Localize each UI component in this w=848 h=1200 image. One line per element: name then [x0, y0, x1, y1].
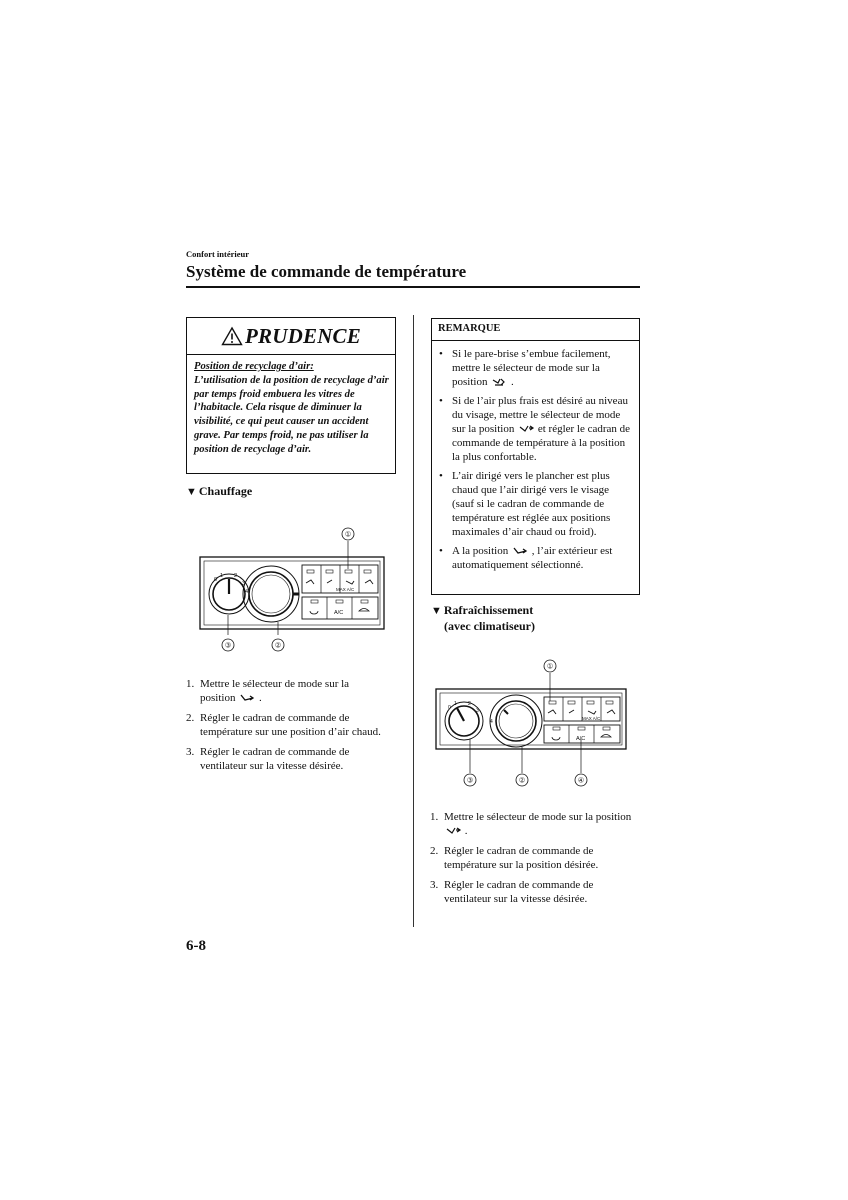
dial-number-0: 0 — [448, 705, 451, 711]
warning-triangle-icon — [221, 326, 243, 346]
list-item: 3. Régler le cadran de commande de ventilateur sur la vitesse désirée. — [430, 879, 594, 905]
list-item: • L’air dirigé vers le plancher est plus chaud que l’air dirigé vers le visage (sauf si le cadran de commande de température est réglée aux positions maximales d’air chaud ou froid). — [439, 470, 611, 538]
list-item: • Si le pare-brise s’embue facilement, mettre le sélecteur de mode sur la position . — [439, 348, 611, 388]
heating-heading: ▼ Chauffage — [186, 484, 253, 498]
cooling-heading: ▼ Rafraîchissement (avec climatiseur) — [431, 603, 535, 633]
title-rule — [186, 286, 640, 288]
cooling-steps — [430, 810, 635, 912]
ac-button-label: A/C — [334, 610, 344, 616]
triangle-marker-icon: ▼ — [186, 486, 197, 498]
dial-number-1: 1 — [454, 701, 457, 707]
triangle-marker-icon: ▼ — [431, 605, 442, 617]
callout-2: ② — [274, 641, 282, 650]
list-item: 1. Mettre le sélecteur de mode sur la position . — [186, 678, 350, 704]
list-item: 2. Régler le cadran de commande de température sur la position désirée. — [430, 845, 599, 871]
caution-body — [187, 355, 395, 457]
note-heading: REMARQUE — [432, 319, 639, 341]
cooling-control-diagram — [432, 657, 630, 789]
dial-number-3: 3 — [476, 708, 479, 714]
section-label: Confort intérieur — [186, 249, 250, 259]
caution-text: L’utilisation de la position de recyclage d’air par temps froid embuera les vitres de l’habitacle. Cela risque de diminuer la visibilité, ce qui peut causer un accident grave. Par temps froid, ne pas utiliser la position de recyclage d’air. — [194, 374, 389, 455]
page-number: 6-8 — [186, 938, 206, 954]
caution-title: PRUDENCE — [245, 323, 361, 348]
callout-1: ① — [546, 662, 554, 671]
column-divider — [413, 315, 414, 927]
ac-button-label: A/C — [576, 736, 586, 742]
caution-subtitle: Position de recyclage d’air: — [194, 361, 314, 372]
defrost-floor-mode-icon — [490, 377, 508, 387]
note-list — [432, 341, 639, 572]
dial-number-2: 2 — [468, 701, 471, 707]
dial-number-2: 2 — [234, 573, 238, 579]
list-item: • A la position , l’air extérieur est automatiquement sélectionné. — [439, 545, 613, 571]
dial-number-4: 4 — [490, 719, 493, 725]
face-mode-icon — [444, 826, 462, 836]
callout-3: ③ — [466, 776, 474, 785]
dial-number-0: 0 — [214, 577, 218, 583]
callout-3: ③ — [224, 641, 232, 650]
floor-mode-icon — [511, 546, 529, 556]
heating-control-diagram — [196, 525, 392, 655]
callout-2: ② — [518, 776, 526, 785]
face-mode-icon — [517, 424, 535, 434]
max-ac-label: MAX A/C — [336, 587, 355, 592]
floor-mode-icon — [238, 693, 256, 703]
dial-number-1: 1 — [220, 573, 224, 579]
dial-number-4: 4 — [245, 589, 249, 595]
list-item: • Si de l’air plus frais est désiré au niveau du visage, mettre le sélecteur de mode sur la position et régler le cadran de commande de température à la position la plus confortable. — [439, 395, 631, 463]
heating-steps — [186, 677, 386, 779]
callout-4: ④ — [577, 776, 585, 785]
list-item: 3. Régler le cadran de commande de ventilateur sur la vitesse désirée. — [186, 746, 350, 772]
page-title: Système de commande de température — [186, 262, 467, 281]
list-item: 2. Régler le cadran de commande de température sur une position d’air chaud. — [186, 712, 381, 738]
callout-1: ① — [344, 530, 352, 539]
caution-box — [186, 317, 396, 474]
max-ac-label: MAX A/C — [582, 716, 601, 721]
note-box — [431, 318, 640, 595]
list-item: 1. Mettre le sélecteur de mode sur la position . — [430, 811, 632, 837]
caution-header — [187, 318, 395, 355]
dial-number-3: 3 — [242, 581, 246, 587]
